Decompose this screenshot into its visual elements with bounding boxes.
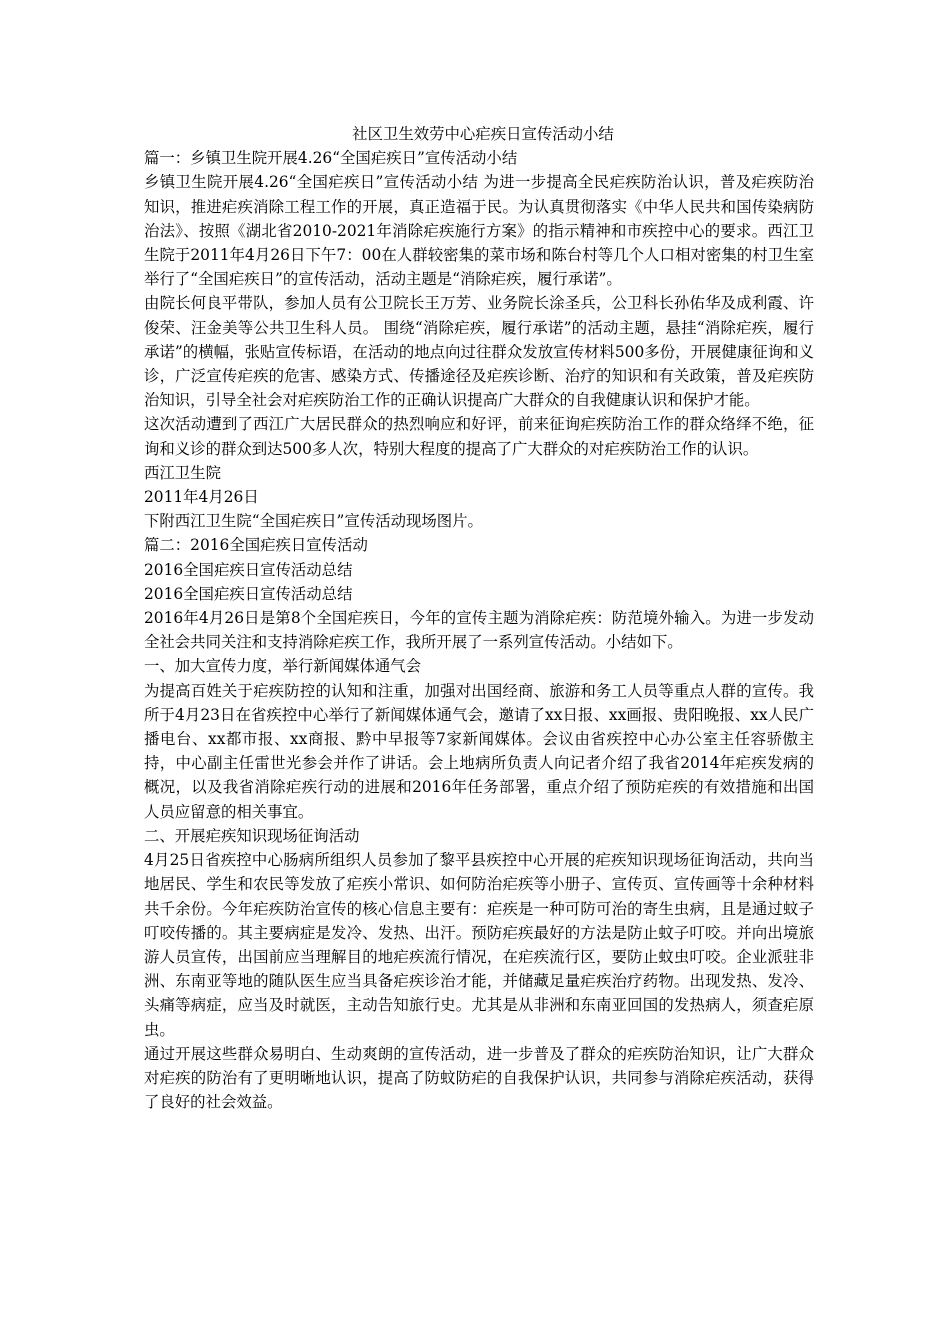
document-body: [144, 122, 814, 1114]
paragraph-response: 这次活动遭到了西江广大居民群众的热烈响应和好评，前来征询疟疾防治工作的群众络绎不绝，征询和义诊的群众到达500多人次，特别大程度的提高了广大群众的对疟疾防治工作的认识。: [144, 415, 814, 458]
paragraph-section-one-heading: 一、加大宣传力度，举行新闻媒体通气会: [144, 657, 422, 676]
paragraph-heading-part-two: 篇二：2016全国疟疾日宣传活动: [144, 536, 368, 555]
paragraph-photo-note: 下附西江卫生院“全国疟疾日”宣传活动现场图片。: [144, 512, 483, 531]
paragraph-section-two-heading: 二、开展疟疾知识现场征询活动: [144, 826, 360, 845]
paragraph-section-one-body: 为提高百姓关于疟疾防控的认知和注重，加强对出国经商、旅游和务工人员等重点人群的宣传。我所于4月23日在省疾控中心举行了新闻媒体通气会，邀请了xx日报、xx画报、贵阳晚报、xx人民广播电台、xx都市报、xx商报、黔中早报等7家新闻媒体。会议由省疾控中心办公室主任容骄傲主持，中心副主任雷世光参会并作了讲话。会上地病所负责人向记者介绍了我省2014年疟疾发病的概况，以及我省消除疟疾行动的进展和2016年任务部署，重点介绍了预防疟疾的有效措施和出国人员应留意的相关事宜。: [144, 681, 814, 821]
paragraph-2016-intro: 2016年4月26日是第8个全国疟疾日，今年的宣传主题为消除疟疾：防范境外输入。为进一步发动全社会共同关注和支持消除疟疾工作，我所开展了一系列宣传活动。小结如下。: [144, 609, 814, 652]
paragraph-subtitle-1: 2016全国疟疾日宣传活动总结: [144, 560, 353, 579]
paragraph-signature-org: 西江卫生院: [144, 463, 221, 482]
paragraph-conclusion: 通过开展这些群众易明白、生动爽朗的宣传活动，进一步普及了群众的疟疾防治知识，让广大群众对疟疾的防治有了更明晰地认识，提高了防蚊防疟的自我保护认识，共同参与消除疟疾活动，获得了良好的社会效益。: [144, 1044, 814, 1112]
paragraph-heading-part-one: 篇一：乡镇卫生院开展4.26“全国疟疾日”宣传活动小结: [144, 149, 518, 168]
paragraph-intro: 乡镇卫生院开展4.26“全国疟疾日”宣传活动小结 为进一步提高全民疟疾防治认识，普及疟疾防治知识，推进疟疾消除工程工作的开展，真正造福于民。为认真贯彻落实《中华人民共和国传染病防治法》、按照《湖北省2010-2021年消除疟疾施行方案》的指示精神和市疾控中心的要求。西江卫生院于2011年4月26日下午7：00在人群较密集的菜市场和陈台村等几个人口相对密集的村卫生室举行了“全国疟疾日”的宣传活动，活动主题是“消除疟疾，履行承诺”。: [144, 173, 814, 289]
paragraph-participants: 由院长何良平带队，参加人员有公卫院长王万芳、业务院长涂圣兵，公卫科长孙佑华及成利霞、许俊荣、汪金美等公共卫生科人员。 围绕“消除疟疾，履行承诺”的活动主题，悬挂“消除疟疾，履行承诺”的横幅，张贴宣传标语，在活动的地点向过往群众发放宣传材料500多份，开展健康征询和义诊，广泛宣传疟疾的危害、感染方式、传播途径及疟疾诊断、治疗的知识和有关政策，普及疟疾防治知识，引导全社会对疟疾防治工作的正确认识提高广大群众的自我健康认识和保护才能。: [144, 294, 814, 410]
paragraph-subtitle-2: 2016全国疟疾日宣传活动总结: [144, 584, 353, 603]
paragraph-signature-date: 2011年4月26日: [144, 488, 259, 507]
paragraph-section-two-body: 4月25日省疾控中心肠病所组织人员参加了黎平县疾控中心开展的疟疾知识现场征询活动，共向当地居民、学生和农民等发放了疟疾小常识、如何防治疟疾等小册子、宣传页、宣传画等十余种材料共千余份。今年疟疾防治宣传的核心信息主要有：疟疾是一种可防可治的寄生虫病，且是通过蚊子叮咬传播的。其主要病症是发冷、发热、出汗。预防疟疾最好的方法是防止蚊子叮咬。并向出境旅游人员宣传，出国前应当理解目的地疟疾流行情况，在疟疾流行区，要防止蚊虫叮咬。企业派驻非洲、东南亚等地的随队医生应当具备疟疾诊治才能，并储藏足量疟疾治疗药物。出现发热、发冷、头痛等病症，应当及时就医，主动告知旅行史。尤其是从非洲和东南亚回国的发热病人，须查疟原虫。: [144, 851, 814, 1039]
document-title: 社区卫生效劳中心疟疾日宣传活动小结: [352, 125, 614, 143]
